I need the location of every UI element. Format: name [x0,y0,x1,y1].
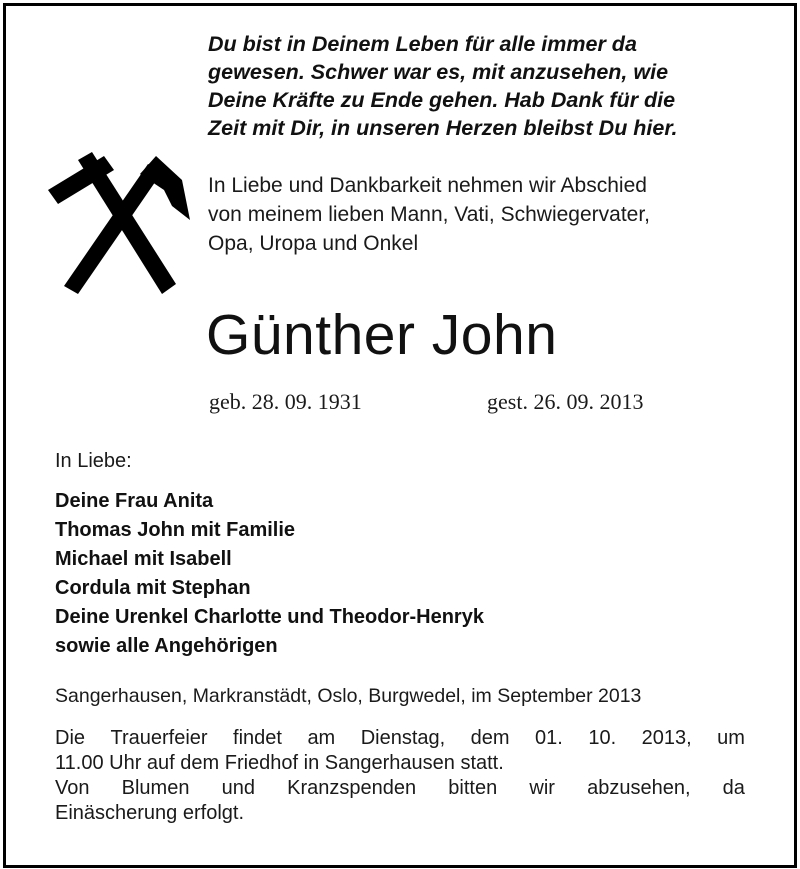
notice-word: bitten [448,777,498,799]
notice-word: Die [55,727,86,749]
notice-line: 11.00 Uhr auf dem Friedhof in Sangerhausen statt. [55,752,504,774]
verse-line: Deine Kräfte zu Ende gehen. Hab Dank für die [208,88,676,112]
notice-line [55,726,745,751]
intro-line: von meinem lieben Mann, Vati, Schwiegervater, [208,203,651,226]
notice-word: Trauerfeier [110,727,208,749]
verse-line: Zeit mit Dir, in unseren Herzen bleibst Du hier. [208,116,678,140]
mourners-heading: In Liebe: [55,450,132,472]
notice-line: Einäscherung erfolgt. [55,802,245,824]
mourner-name: Deine Urenkel Charlotte und Theodor-Henryk [55,606,484,628]
notice-word: um [717,727,745,749]
intro-text [208,171,778,258]
notice-word: und [221,777,255,799]
mourner-name: Deine Frau Anita [55,490,214,512]
birth-date: geb. 28. 09. 1931 [209,389,362,414]
mourner-name: Cordula mit Stephan [55,577,251,599]
notice-word: Dienstag, [360,727,446,749]
notice-word: abzusehen, [587,777,691,799]
intro-line: Opa, Uropa und Onkel [208,232,419,255]
death-date: gest. 26. 09. 2013 [487,389,644,414]
notice-word: da [722,777,745,799]
notice-word: 10. [588,727,617,749]
notice-word: 2013, [641,727,692,749]
notice-word: findet [233,727,282,749]
funeral-notice [55,726,745,826]
intro-line: In Liebe und Dankbarkeit nehmen wir Abschied [208,174,647,197]
verse-line: gewesen. Schwer war es, mit anzusehen, wie [208,60,669,84]
notice-word: Von [55,777,90,799]
verse-line: Du bist in Deinem Leben für alle immer da [208,32,637,56]
mourner-name: Thomas John mit Familie [55,519,296,541]
mourner-name: Michael mit Isabell [55,548,232,570]
notice-word: am [307,727,336,749]
notice-word: Kranzspenden [287,777,417,799]
place-date: Sangerhausen, Markranstädt, Oslo, Burgwedel, im September 2013 [55,685,642,707]
mourners-list [55,487,755,661]
mourner-name: sowie alle Angehörigen [55,635,278,657]
notice-line [55,776,745,801]
crossed-hammers-icon [44,150,196,300]
notice-word: Blumen [121,777,190,799]
notice-word: wir [529,777,555,799]
notice-word: dem [470,727,510,749]
verse [208,30,768,142]
deceased-name: Günther John [206,303,558,367]
notice-word: 01. [535,727,563,749]
